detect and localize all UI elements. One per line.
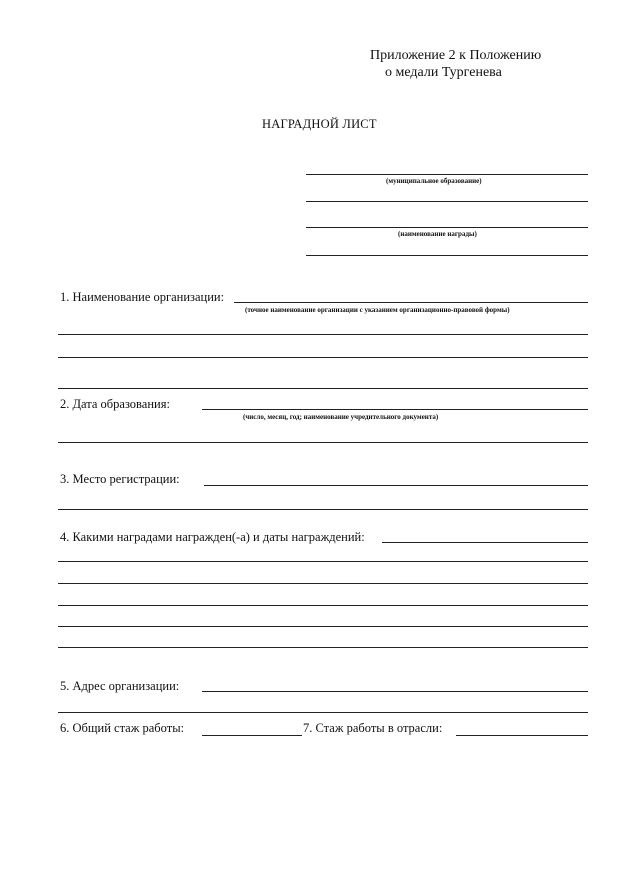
field-1-line-2[interactable]: [58, 334, 588, 335]
municipality-caption: (муниципальное образование): [386, 177, 482, 185]
field-2-caption: (число, месяц, год; наименование учредительного документа): [243, 413, 439, 421]
field-2-label: 2. Дата образования:: [60, 397, 170, 411]
municipality-line-2: [306, 201, 588, 202]
field-4-line-6[interactable]: [58, 647, 588, 648]
field-1-caption: (точное наименование организации с указанием организационно-правовой формы): [245, 306, 510, 314]
field-2-line-2[interactable]: [58, 442, 588, 443]
appendix-line-2: о медали Тургенева: [385, 65, 502, 80]
document-title: НАГРАДНОЙ ЛИСТ: [262, 117, 377, 131]
award-line-2: [306, 255, 588, 256]
field-4-line-4[interactable]: [58, 605, 588, 606]
field-4-line-3[interactable]: [58, 583, 588, 584]
award-caption: (наименование награды): [398, 230, 477, 238]
field-3-label: 3. Место регистрации:: [60, 472, 180, 486]
municipality-line: [306, 174, 588, 175]
field-4-line[interactable]: [382, 542, 588, 543]
field-1-line[interactable]: [234, 302, 588, 303]
field-7-line[interactable]: [456, 735, 588, 736]
field-6-line[interactable]: [202, 735, 302, 736]
field-4-line-2[interactable]: [58, 561, 588, 562]
field-1-line-4[interactable]: [58, 388, 588, 389]
appendix-line-1: Приложение 2 к Положению: [370, 48, 542, 63]
field-1-label: 1. Наименование организации:: [60, 290, 225, 304]
field-4-line-5[interactable]: [58, 626, 588, 627]
field-2-line[interactable]: [202, 409, 588, 410]
field-5-line-2[interactable]: [58, 712, 588, 713]
field-5-line[interactable]: [202, 691, 588, 692]
field-1-line-3[interactable]: [58, 357, 588, 358]
field-6-label: 6. Общий стаж работы:: [60, 721, 185, 735]
field-7-label: 7. Стаж работы в отрасли:: [303, 721, 443, 735]
field-5-label: 5. Адрес организации:: [60, 679, 180, 693]
field-4-label: 4. Какими наградами награжден(-а) и даты награждений:: [60, 530, 365, 544]
field-3-line[interactable]: [204, 485, 588, 486]
field-3-line-2[interactable]: [58, 509, 588, 510]
award-line: [306, 227, 588, 228]
